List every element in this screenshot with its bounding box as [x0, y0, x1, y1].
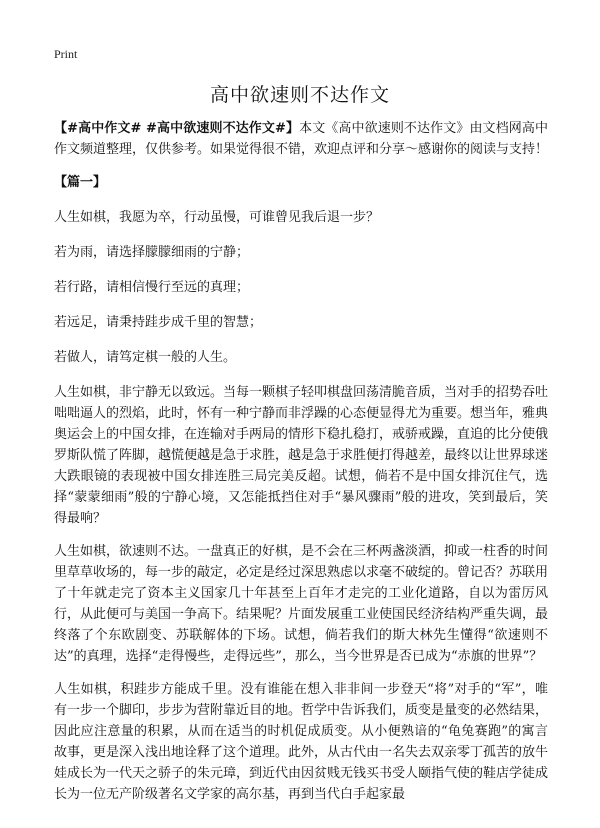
body-paragraph: 人生如棋，积跬步方能成千里。没有谁能在想入非非间一步登天“将”对手的“军”，唯有一步一个脚印，步步为营附靠近目的地。哲学中告诉我们，质变是量变的必然结果，因此应注意量的积累，从而在适当的时机促成质变。从小便熟谙的“龟兔赛跑”的寓言故事，更是深入浅出地诠释了这个道理。此外，从古代由一名失去双亲零丁孤苦的放牛娃成长为一代天之骄子的朱元璋，到近代由因贫贱无钱买书受人颐指气使的鞋店学徒成长为一位无产阶级著名文学家的高尔基，再到当代白手起家最 [54, 682, 549, 802]
intro-text: 本文《高中欲速则不达作文》由文档网高中作文频道整理，仅供参考。如果觉得很不错，欢迎点评和分享～感谢你的阅读与支持！ [54, 121, 549, 157]
poem-line: 若行路，请相信慢行至远的真理； [54, 280, 250, 295]
poem-line: 若做人，请笃定棋一般的人生。 [54, 350, 237, 365]
page-title: 高中欲速则不达作文 [209, 84, 390, 106]
intro-paragraph [54, 118, 548, 160]
poem-line: 人生如棋，我愿为卒，行动虽慢，可谁曾见我后退一步？ [54, 210, 380, 225]
section-title: 【篇一】 [54, 175, 107, 190]
print-link[interactable]: Print [54, 47, 78, 61]
body-paragraph: 人生如棋，欲速则不达。一盘真正的好棋，是不会在三杯两盏淡酒，抑或一柱香的时间里草草收场的，每一步的敲定，必定是经过深思熟虑以求毫不破绽的。曾记否？苏联用了十年就走完了资本主义国家几十年甚至上百年才走完的工业化道路，自以为雷厉风行，从此便可与美国一争高下。结果呢？片面发展重工业使国民经济结构严重失调，最终落了个东欧剧变、苏联解体的下场。试想，倘若我们的斯大林先生懂得“欲速则不达”的真理，选择“走得慢些，走得远些”，那么，当今世界是否已成为“赤旗的世界”？ [54, 544, 549, 664]
article-body [54, 118, 548, 817]
poem-line: 若为雨，请选择朦朦细雨的宁静； [54, 245, 250, 260]
body-paragraph: 人生如棋，非宁静无以致远。当每一颗棋子轻叩棋盘回荡清脆音质，当对手的招势吞吐咄咄逼人的烈焰，此时，怀有一种宁静而非浮躁的心态便显得尤为重要。想当年，雅典奥运会上的中国女排，在连输对手两局的情形下稳扎稳打，戒骄戒躁，直追的比分使俄罗斯队慌了阵脚，越慌便越是急于求胜，越是急于求胜便打得越差，最终以让世界球迷大跌眼镜的表现被中国女排连胜三局完美反超。试想，倘若不是中国女排沉住气，选择“蒙蒙细雨”般的宁静心境，又怎能抵挡住对手“暴风骤雨”般的进攻，笑到最后，笑得最响？ [54, 385, 549, 526]
poem-line: 若远足，请秉持跬步成千里的智慧； [54, 315, 263, 330]
intro-tag: 【#高中作文# #高中欲速则不达作文#】 [54, 121, 300, 136]
